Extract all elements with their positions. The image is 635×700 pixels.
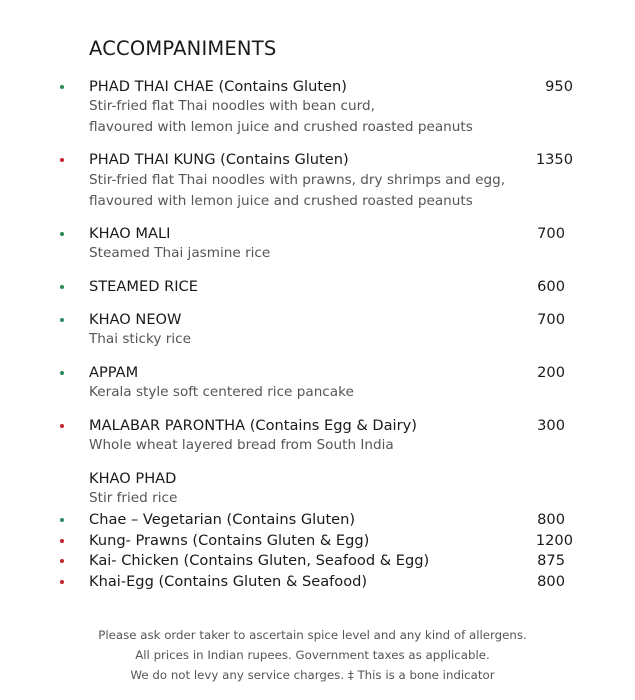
menu-item [0,276,635,297]
variant-price: 800 [537,511,565,528]
variant-item [0,530,635,551]
veg-indicator-icon [60,318,64,322]
item-name: KHAO NEOW [89,311,182,328]
item-description: flavoured with lemon juice and crushed roasted peanuts [89,193,473,209]
veg-indicator-icon [60,371,64,375]
menu-item [0,309,635,330]
veg-indicator-icon [60,518,64,522]
menu-item [0,76,635,97]
non-veg-indicator-icon [60,424,64,428]
item-description: Steamed Thai jasmine rice [89,245,271,261]
item-description: Kerala style soft centered rice pancake [89,384,354,400]
menu-item [0,223,635,244]
item-price: 600 [537,278,565,295]
item-name: KHAO MALI [89,225,171,242]
variant-name: Khai-Egg (Contains Gluten & Seafood) [89,573,368,590]
group-name: KHAO PHAD [89,470,177,487]
veg-indicator-icon [60,85,64,89]
non-veg-indicator-icon [60,559,64,563]
variant-item [0,571,635,592]
item-description: Stir-fried flat Thai noodles with bean curd, [89,98,375,114]
veg-indicator-icon [60,232,64,236]
item-price: 700 [537,225,565,242]
item-name: PHAD THAI CHAE (Contains Gluten) [89,78,347,95]
non-veg-indicator-icon [60,158,64,162]
item-name: STEAMED RICE [89,278,198,295]
item-price: 950 [545,78,573,95]
menu-item [0,415,635,436]
item-price: 200 [537,364,565,381]
variant-name: Chae – Vegetarian (Contains Gluten) [89,511,356,528]
variant-item [0,550,635,571]
item-description: Whole wheat layered bread from South India [89,437,394,453]
variant-price: 875 [537,552,565,569]
item-description: flavoured with lemon juice and crushed roasted peanuts [89,119,473,135]
item-description: Thai sticky rice [89,331,191,347]
item-description: Stir-fried flat Thai noodles with prawns, dry shrimps and egg, [89,172,506,188]
item-name: PHAD THAI KUNG (Contains Gluten) [89,151,349,168]
footer-note: All prices in Indian rupees. Government taxes as applicable. [135,648,490,662]
item-price: 300 [537,417,565,434]
menu-item [0,362,635,383]
variant-name: Kai- Chicken (Contains Gluten, Seafood & Egg) [89,552,430,569]
variant-name: Kung- Prawns (Contains Gluten & Egg) [89,532,370,549]
item-name: MALABAR PARONTHA (Contains Egg & Dairy) [89,417,417,434]
item-name: APPAM [89,364,139,381]
non-veg-indicator-icon [60,539,64,543]
item-price: 700 [537,311,565,328]
section-title: ACCOMPANIMENTS [89,37,277,60]
item-price: 1350 [535,151,573,168]
variant-price: 1200 [535,532,573,549]
variant-price: 800 [537,573,565,590]
group-description: Stir fried rice [89,490,178,506]
variant-item [0,509,635,530]
footer-note: Please ask order taker to ascertain spice level and any kind of allergens. [98,628,527,642]
menu-item-group [0,468,635,489]
veg-indicator-icon [60,285,64,289]
footer-note: We do not levy any service charges. ‡ This is a bone indicator [130,668,495,682]
non-veg-indicator-icon [60,580,64,584]
menu-item [0,149,635,170]
